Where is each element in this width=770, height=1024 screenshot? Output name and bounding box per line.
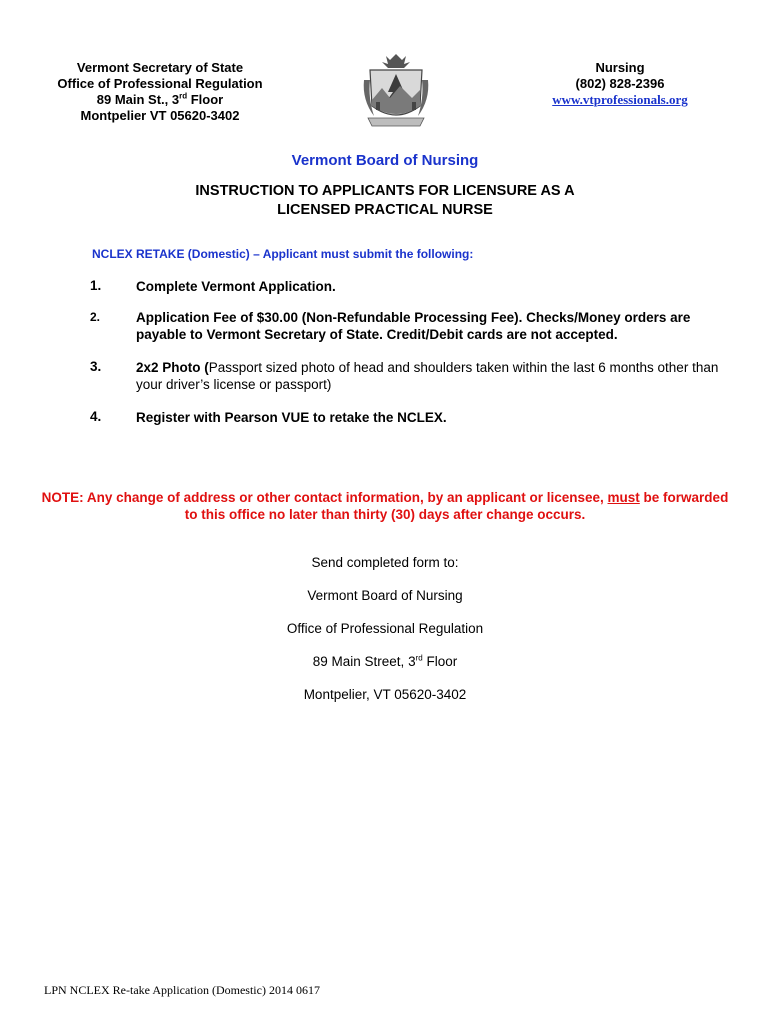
website-link[interactable]: www.vtprofessionals.org <box>552 92 688 107</box>
header-contact-block <box>530 60 710 108</box>
document-title <box>0 182 770 220</box>
office-name: Office of Professional Regulation <box>57 76 263 91</box>
city-address: Montpelier VT 05620-3402 <box>80 108 240 123</box>
send-office: Office of Professional Regulation <box>286 621 484 636</box>
document-title-line1: INSTRUCTION TO APPLICANTS FOR LICENSURE AS A <box>195 183 575 199</box>
footer-form-id: LPN NCLEX Re-take Application (Domestic) 2014 0617 <box>44 983 320 997</box>
item-text: 2x2 Photo (Passport sized photo of head and shoulders taken within the last 6 months other than your driver’s license or passport) <box>136 360 719 392</box>
department-name: Nursing <box>595 60 645 75</box>
item-number: 3. <box>90 359 102 374</box>
retake-heading: NCLEX RETAKE (Domestic) – Applicant must submit the following: <box>92 247 474 261</box>
document-title-line2: LICENSED PRACTICAL NURSE <box>277 202 493 218</box>
send-street: 89 Main Street, 3rd Floor <box>312 653 458 669</box>
note-paragraph: NOTE: Any change of address or other contact information, by an applicant or licensee, must be forwarded to this office no later than thirty (30) days after change occurs. <box>41 490 729 522</box>
item-number: 4. <box>90 409 102 424</box>
send-intro: Send completed form to: <box>311 555 459 570</box>
item-text: Application Fee of $30.00 (Non-Refundable Processing Fee). Checks/Money orders are payable to Vermont Secretary of State. Credit/Debit cards are not accepted. <box>136 310 691 342</box>
item-number: 1. <box>90 278 102 293</box>
vermont-state-seal <box>360 50 432 132</box>
item-text: Register with Pearson VUE to retake the NCLEX. <box>136 410 447 425</box>
board-title: Vermont Board of Nursing <box>291 152 479 169</box>
org-name: Vermont Secretary of State <box>76 60 244 75</box>
item-number: 2. <box>90 310 101 324</box>
send-city: Montpelier, VT 05620-3402 <box>303 687 467 702</box>
street-address: 89 Main St., 3rd Floor <box>96 91 224 107</box>
send-recipient: Vermont Board of Nursing <box>307 588 463 603</box>
header-address-block <box>40 60 280 124</box>
item-text: Complete Vermont Application. <box>136 279 336 294</box>
phone-number: (802) 828-2396 <box>575 76 665 91</box>
